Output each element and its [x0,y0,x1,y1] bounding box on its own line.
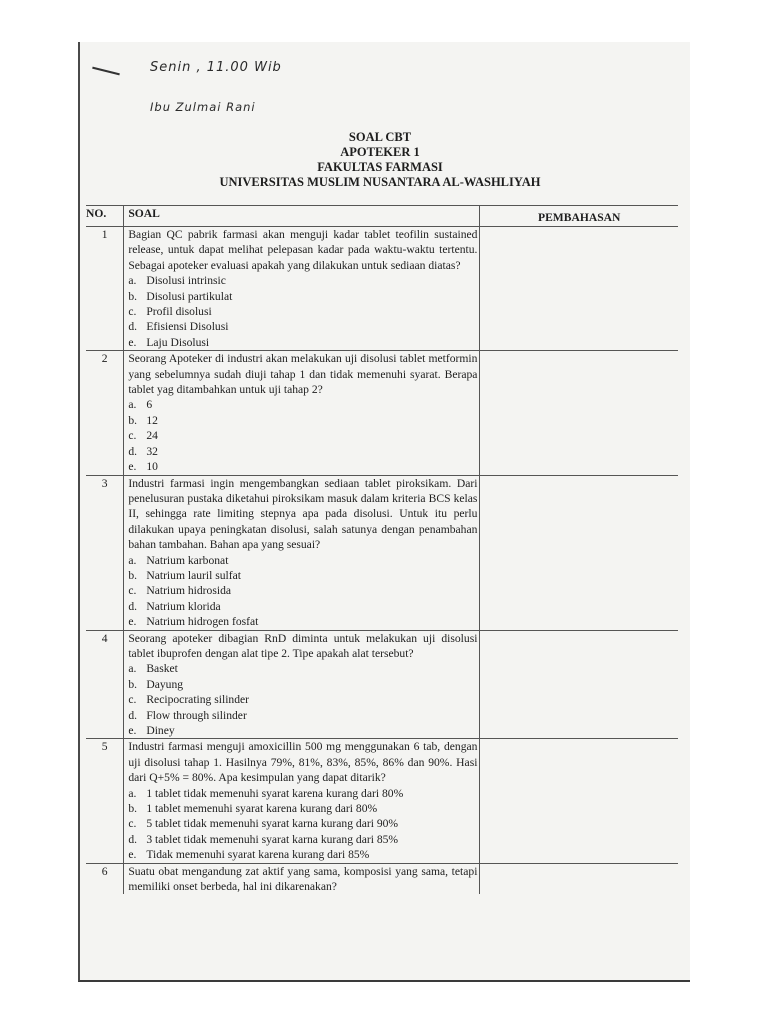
pembahasan-cell [480,739,678,863]
option-text: Disolusi intrinsic [146,274,226,288]
question-cell [124,475,480,630]
answer-option [128,661,477,676]
question-text: Seorang apoteker dibagian RnD diminta untuk melakukan uji disolusi tablet ibuprofen dengan alat tipe 2. Tipe apakah alat tersebut? [128,631,478,660]
question-number: 1 [86,227,124,351]
answer-option [128,847,477,862]
option-text: Natrium klorida [146,599,221,613]
option-text: Natrium karbonat [146,553,229,567]
answer-option [128,289,477,304]
option-text: Natrium lauril sulfat [146,568,241,582]
option-text: Disolusi partikulat [146,289,233,303]
option-text: 12 [146,413,158,427]
option-letter: b. [128,802,138,816]
title-line-2: APOTEKER 1 [340,145,420,159]
header-pembahasan: PEMBAHASAN [480,206,678,227]
title-line-4: UNIVERSITAS MUSLIM NUSANTARA AL-WASHLIYAH [219,175,541,189]
pembahasan-cell [480,630,678,739]
answer-option [128,459,477,474]
answer-option [128,444,477,459]
answer-option [128,677,477,692]
answer-option [128,708,477,723]
question-cell [124,227,480,351]
option-letter: d. [128,708,138,722]
option-letter: a. [128,398,137,412]
question-text: Industri farmasi menguji amoxicillin 500 mg menggunakan 6 tab, dengan uji disolusi tahap 1. Hasilnya 79%, 81%, 83%, 85%, 86% dan 90%. Hasi dari Q+5% = 80%. Apa kesimpulan yang dapat ditarik? [128,740,478,785]
pembahasan-cell [480,351,678,475]
option-letter: e. [128,724,137,737]
option-letter: a. [128,786,137,800]
option-text: Basket [146,662,178,676]
handwritten-date: Senin , 11.00 Wib [150,60,282,75]
header-soal: SOAL [124,206,480,227]
pembahasan-cell [480,863,678,894]
question-number: 2 [86,351,124,475]
question-number: 3 [86,475,124,630]
option-text: Efisiensi Disolusi [146,320,229,334]
option-letter: a. [128,553,137,567]
option-letter: c. [128,817,137,831]
option-text: Natrium hidrogen fosfat [146,615,259,629]
option-text: 24 [146,429,158,443]
answer-option [128,273,477,288]
option-text: Flow through silinder [146,708,247,722]
option-letter: e. [128,615,137,629]
option-letter: b. [128,568,138,582]
question-cell [124,630,480,739]
question-number: 6 [86,863,124,894]
option-letter: e. [128,335,137,349]
header-no: NO. [86,206,124,227]
option-letter: b. [128,413,138,427]
option-letter: a. [128,662,137,676]
option-text: 6 [146,398,153,412]
option-letter: c. [128,429,137,443]
question-text: Industri farmasi ingin mengembangkan sediaan tablet piroksikam. Dari penelusuran pustaka diketahui piroksikam masuk dalam kriteria BCS kelas II, sehingga rate limiting stepnya apa pada disolusi. Untuk itu perlu dilakukan upaya peningkatan disolusi, salah satunya dengan penambahan bahan tambahan. Bahan apa yang sesuai? [128,476,478,552]
answer-option [128,801,477,816]
question-number: 5 [86,739,124,863]
option-letter: d. [128,832,138,846]
answer-option [128,413,477,428]
option-text: 3 tablet tidak memenuhi syarat karna kurang dari 85% [146,832,399,846]
question-number: 4 [86,630,124,739]
answer-option [128,335,477,350]
option-letter: d. [128,444,138,458]
title-line-3: FAKULTAS FARMASI [317,160,443,174]
question-cell [124,351,480,475]
option-letter: c. [128,693,137,707]
table-row [86,475,678,630]
option-letter: e. [128,460,137,474]
option-letter: d. [128,599,138,613]
answer-option [128,723,477,738]
table-row [86,863,678,894]
table-row [86,227,678,351]
option-letter: c. [128,584,137,598]
question-text: Bagian QC pabrik farmasi akan menguji kadar tablet teofilin sustained release, untuk dapat melihat pelepasan kadar pada waktu-waktu tertentu. Sebagai apoteker evaluasi apakah yang dilakukan untuk sediaan diatas? [128,228,478,272]
table-row [86,739,678,863]
answer-option [128,397,477,412]
option-letter: b. [128,677,138,691]
question-list [86,227,678,895]
option-text: Profil disolusi [146,305,212,319]
question-cell [124,739,480,863]
question-cell [124,863,480,894]
question-text: Suatu obat mengandung zat aktif yang sama, komposisi yang sama, tetapi memiliki onset berbeda, hal ini dikarenakan? [128,864,478,894]
option-text: Recipocrating silinder [146,693,250,707]
option-text: 5 tablet tidak memenuhi syarat karna kurang dari 90% [146,817,399,831]
answer-option [128,816,477,831]
answer-option [128,553,477,568]
document-title [180,130,580,190]
pembahasan-cell [480,227,678,351]
answer-option [128,319,477,334]
option-letter: e. [128,848,137,862]
option-text: Diney [146,724,175,737]
option-letter: d. [128,320,138,334]
answer-option [128,786,477,801]
answer-option [128,304,477,319]
answer-option [128,692,477,707]
option-text: 10 [146,460,158,474]
option-text: Laju Disolusi [146,335,210,349]
question-text: Seorang Apoteker di industri akan melakukan uji disolusi tablet metformin yang sebelumnya sudah diuji tahap 1 dan tidak memenuhi syarat. Berapa tablet yag ditambahkan untuk uji tahap 2? [128,352,478,397]
option-letter: c. [128,305,137,319]
table-header-row [86,206,678,227]
handwritten-name: Ibu Zulmai Rani [150,100,256,114]
answer-option [128,614,477,629]
option-text: Natrium hidrosida [146,584,232,598]
title-line-1: SOAL CBT [348,130,412,144]
option-letter: a. [128,274,137,288]
option-text: 32 [146,444,158,458]
table-row [86,630,678,739]
answer-option [128,428,477,443]
answer-option [128,583,477,598]
pembahasan-cell [480,475,678,630]
option-text: Dayung [146,677,184,691]
option-text: Tidak memenuhi syarat karena kurang dari 85% [146,848,370,862]
table-row [86,351,678,475]
answer-option [128,599,477,614]
option-text: 1 tablet memenuhi syarat karena kurang dari 80% [146,802,378,816]
option-letter: b. [128,289,138,303]
option-text: 1 tablet tidak memenuhi syarat karena kurang dari 80% [146,786,404,800]
question-table [86,205,678,894]
answer-option [128,568,477,583]
answer-option [128,832,477,847]
